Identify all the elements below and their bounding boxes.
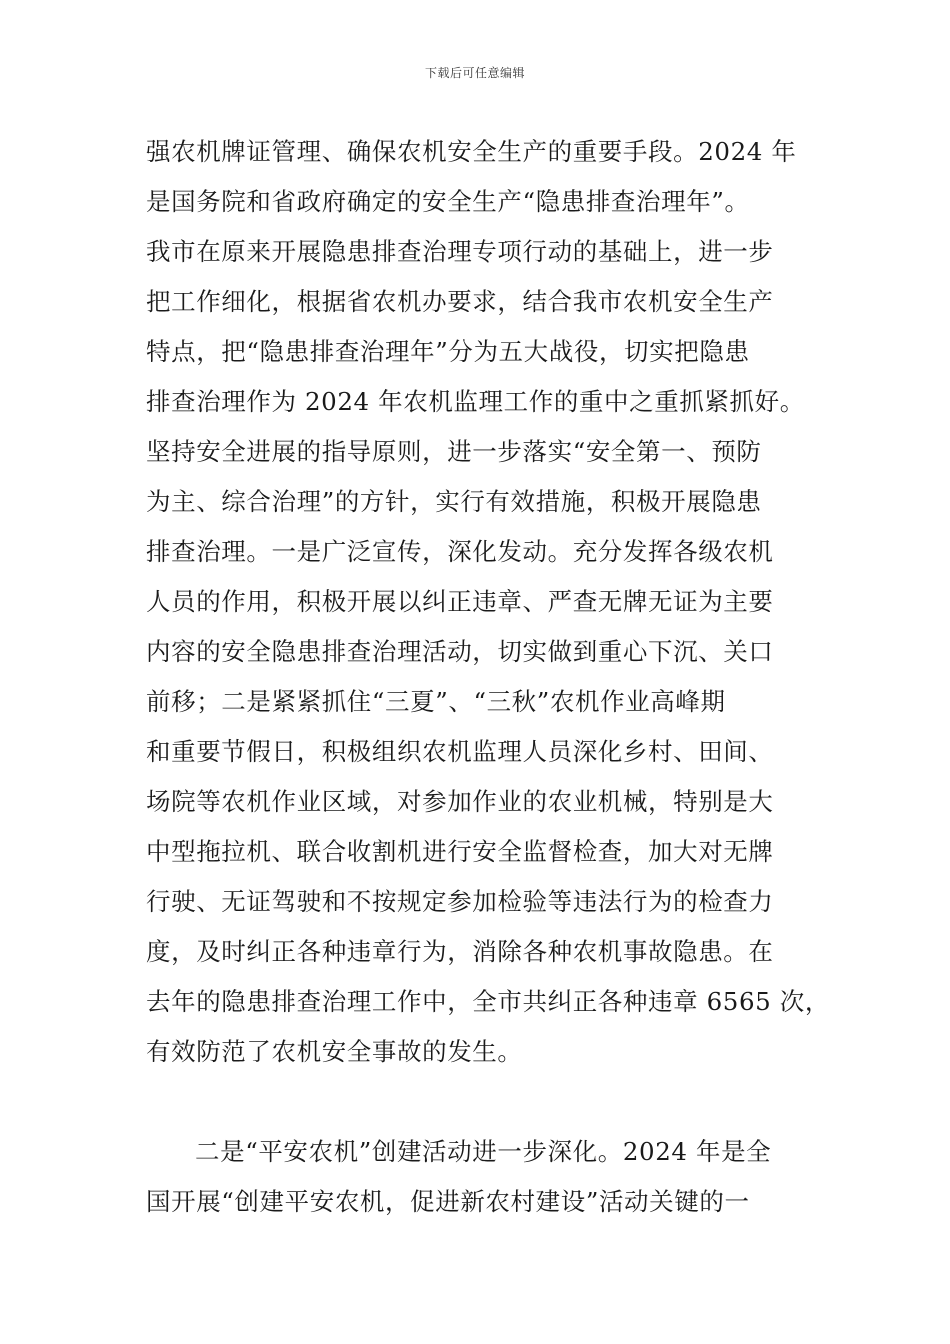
paragraph-spacer	[146, 1077, 836, 1127]
text-line: 场院等农机作业区域，对参加作业的农业机械，特别是大	[146, 787, 774, 816]
text-line: 排查治理。一是广泛宣传，深化发动。充分发挥各级农机	[146, 537, 774, 566]
text-line: 行驶、无证驾驶和不按规定参加检验等违法行为的检查力	[146, 887, 774, 916]
text-line: 人员的作用，积极开展以纠正违章、严查无牌无证为主要	[146, 587, 774, 616]
header-note: 下载后可任意编辑	[424, 66, 525, 80]
text-line: 和重要节假日，积极组织农机监理人员深化乡村、田间、	[146, 737, 774, 766]
text-line: 度，及时纠正各种违章行为，消除各种农机事故隐患。在	[146, 937, 774, 966]
paragraph-1	[146, 127, 836, 1077]
text-line: 中型拖拉机、联合收割机进行安全监督检查，加大对无牌	[146, 837, 774, 866]
text-line: 内容的安全隐患排查治理活动，切实做到重心下沉、关口	[146, 637, 774, 666]
text-line: 特点，把“隐患排查治理年”分为五大战役，切实把隐患	[146, 337, 750, 366]
text-line: 去年的隐患排查治理工作中，全市共纠正各种违章 6565 次，	[146, 987, 830, 1016]
text-line: 二是“平安农机”创建活动进一步深化。2024 年是全	[195, 1137, 772, 1166]
paragraph-2	[146, 1127, 836, 1227]
text-line: 强农机牌证管理、确保农机安全生产的重要手段。2024 年	[146, 137, 797, 166]
text-line: 排查治理作为 2024 年农机监理工作的重中之重抓紧抓好。	[146, 387, 805, 416]
text-line: 把工作细化，根据省农机办要求，结合我市农机安全生产	[146, 287, 774, 316]
text-line: 坚持安全进展的指导原则，进一步落实“安全第一、预防	[146, 437, 762, 466]
text-line: 有效防范了农机安全事故的发生。	[146, 1037, 523, 1066]
text-line: 为主、综合治理”的方针，实行有效措施，积极开展隐患	[146, 487, 762, 516]
text-line: 国开展“创建平安农机，促进新农村建设”活动关键的一	[146, 1187, 750, 1216]
text-line: 是国务院和省政府确定的安全生产“隐患排查治理年”。	[146, 187, 750, 216]
text-line: 我市在原来开展隐患排查治理专项行动的基础上，进一步	[146, 237, 774, 266]
document-body	[146, 127, 836, 1227]
text-line: 前移；二是紧紧抓住“三夏”、“三秋”农机作业高峰期	[146, 687, 726, 716]
